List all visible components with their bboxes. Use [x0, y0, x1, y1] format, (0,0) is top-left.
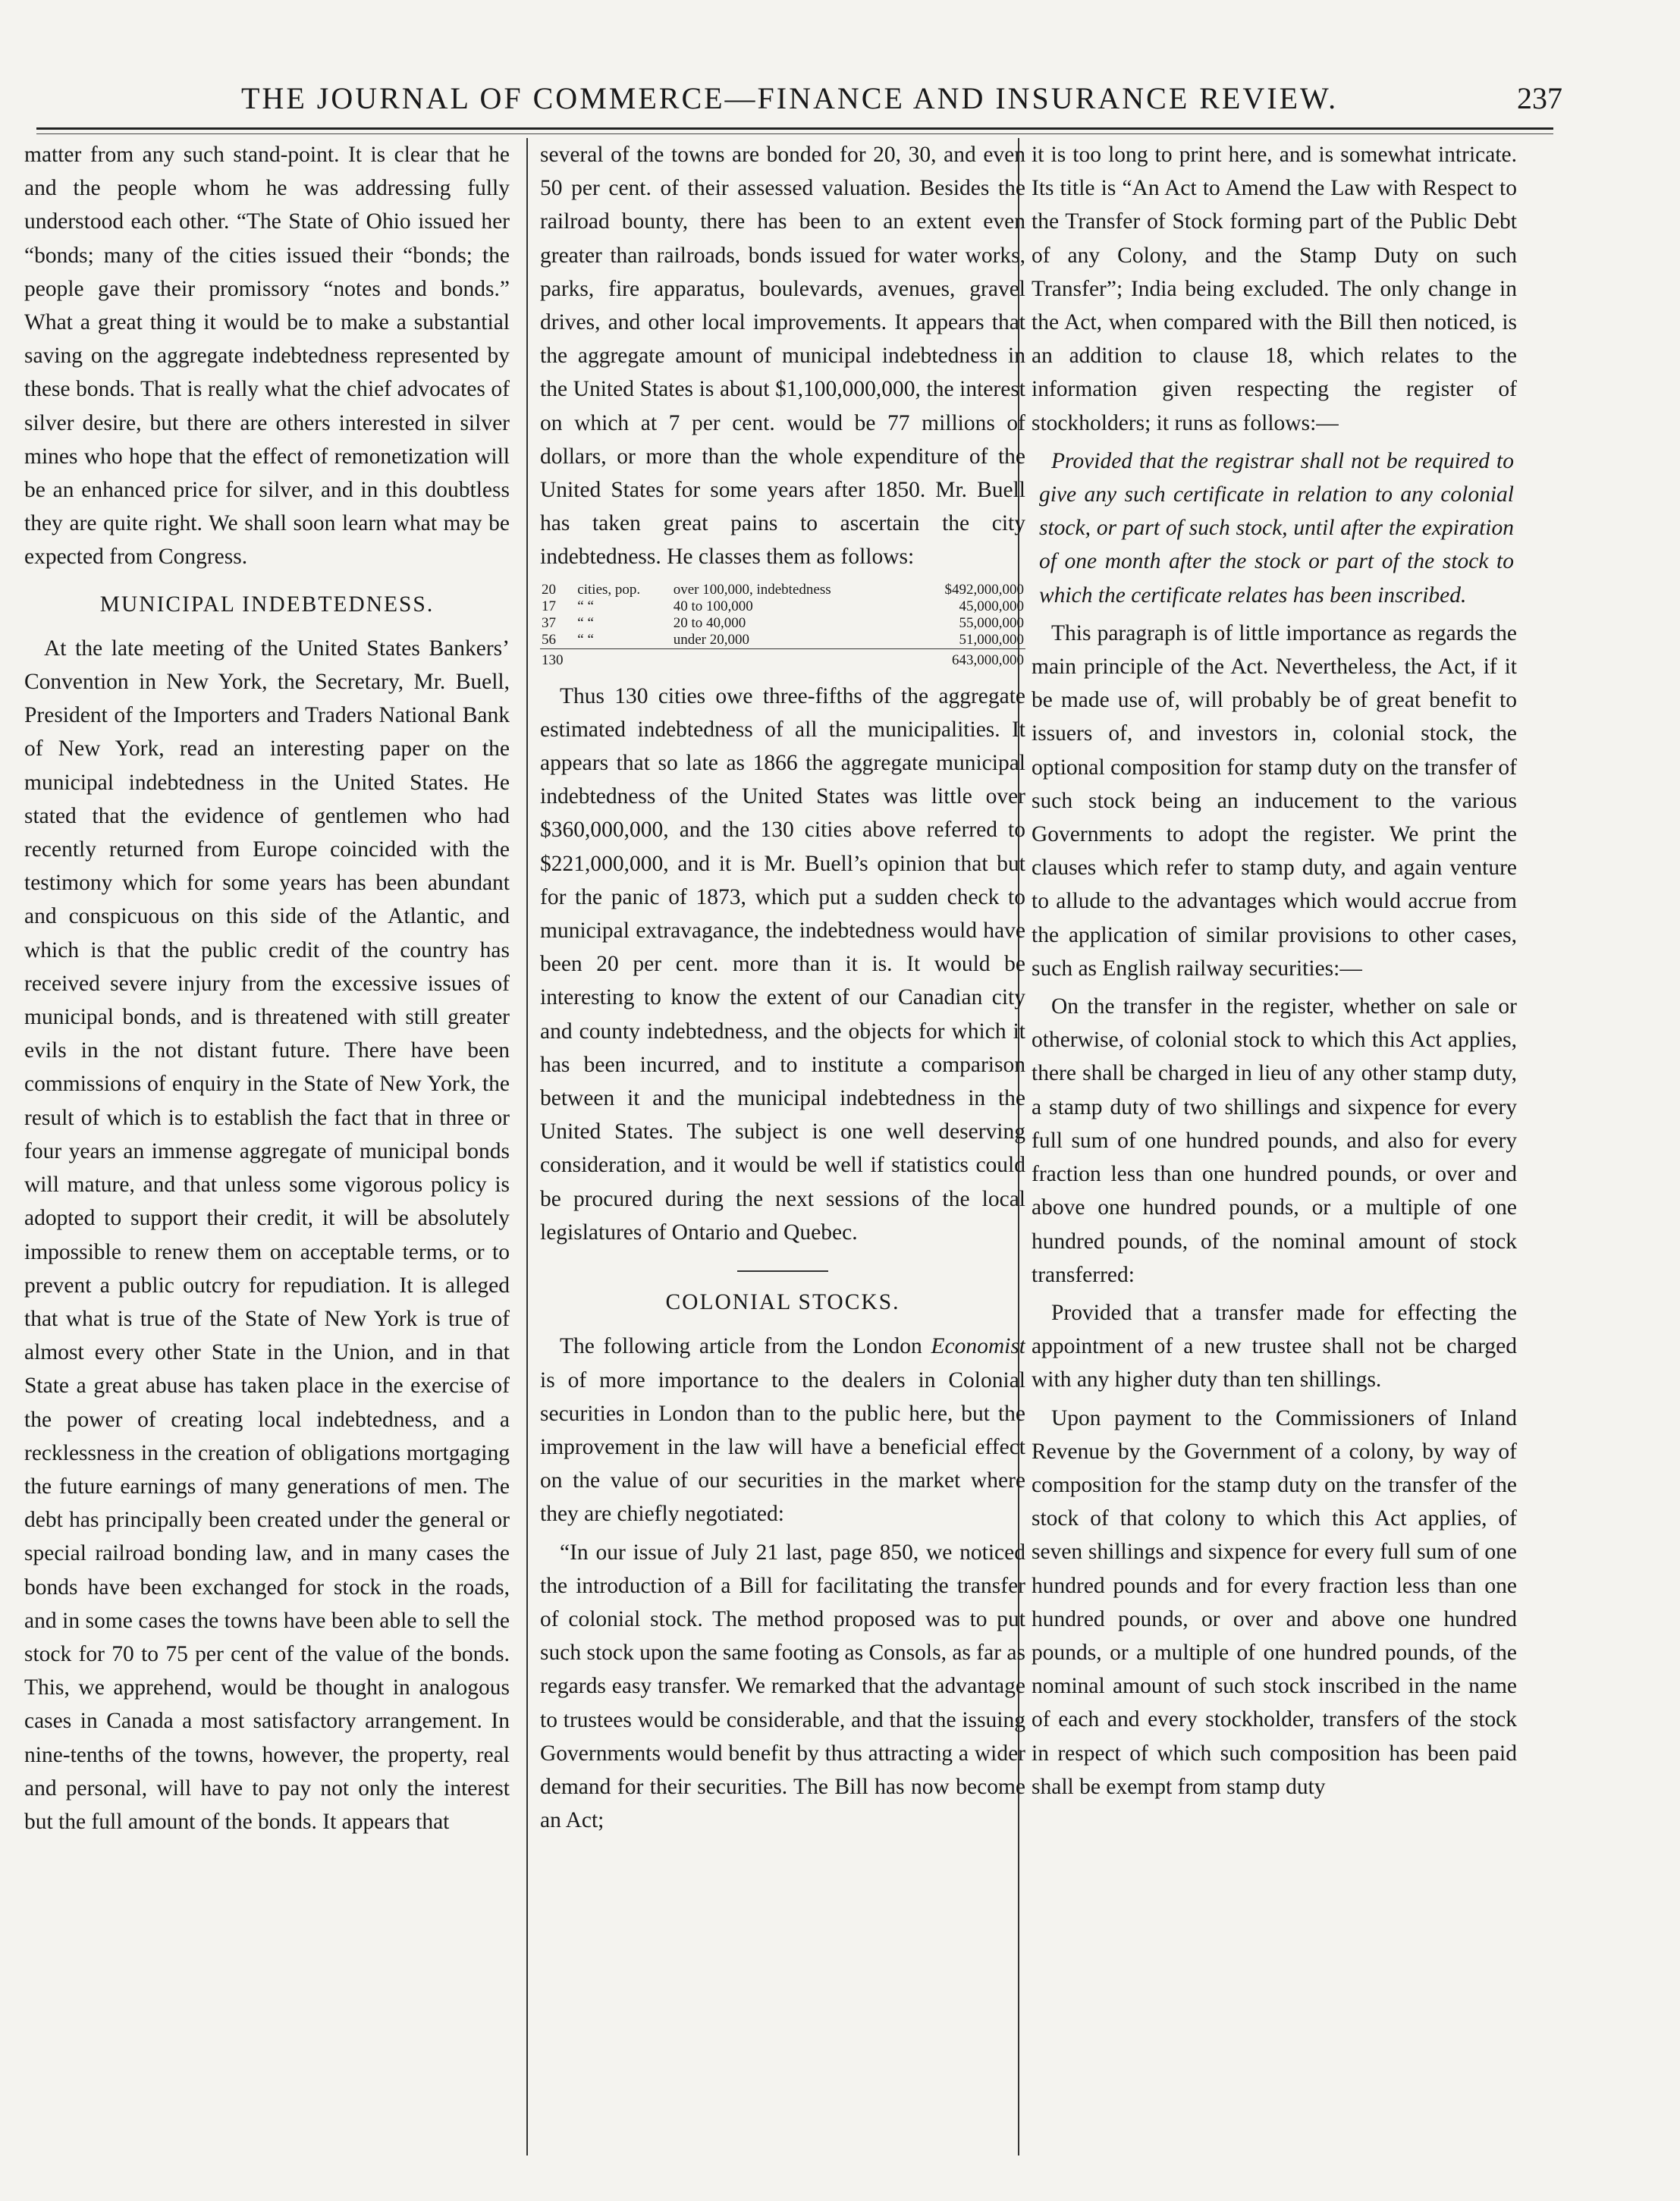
table-cell: 20 to 40,000: [673, 614, 746, 631]
table-row: [540, 615, 1025, 632]
table-cell: [672, 648, 906, 669]
paragraph: Thus 130 cities owe three-fifths of the aggregate estimated indebtedness of all the municipalities. It appears that so late as 1866 the aggregate municipal indebtedness of the United States was little over $360,000,000, and the 130 cities above referred to $221,000,000, and it is Mr. Buell’s opinion that but for the panic of 1873, which put a sudden check to municipal extravagance, the indebtedness would have been 20 per cent. more than it is. It would be interesting to know the extent of our Canadian city and county indebtedness, and the objects for which it has been incurred, and to institute a comparison between it and the municipal indebtedness in the United States. The subject is one well deserving consideration, and it would be well if statistics could be procured during the next sessions of the local legislatures of Ontario and Quebec.: [540, 683, 1025, 1245]
section-heading-municipal-indebtedness: MUNICIPAL INDEBTEDNESS.: [99, 592, 435, 617]
paragraph-text: is of more importance to the dealers in Colonial securities in London than to the public here, but the improvement in the law will have a beneficial effect on the value of our securities in the market where they are chiefly negotiated:: [540, 1367, 1025, 1527]
table-cell: “ “: [577, 631, 594, 648]
column-3: [1032, 138, 1517, 2155]
paragraph: This paragraph is of little importance as regards the main principle of the Act. Nevertheless, the Act, if it be made use of, will probably be of great benefit to issuers of, and investors in, colonial stock, the optional composition for stamp duty on the transfer of such stock being an inducement to the various Governments to adopt the register. We print the clauses which refer to stamp duty, and again venture to allude to the advantages which would accrue from the application of similar provisions to other cases, such as English railway securities:—: [1032, 620, 1517, 981]
table-cell: $492,000,000: [944, 581, 1024, 598]
table-cell: 20: [542, 581, 556, 598]
paragraph: matter from any such stand-point. It is clear that he and the people whom he was addressing fully understood each other. “The State of Ohio issued her “bonds; many of the cities issued their “bonds; the people gave their promissory “notes and bonds.” What a great thing it would be to make a substantial saving on the aggregate indebtedness represented by these bonds. That is really what the chief advocates of silver desire, but there are others interested in silver mines who hope that the effect of remonetization will be an enhanced price for silver, and in this doubtless they are quite right. We shall soon learn what may be expected from Congress.: [24, 143, 510, 570]
table-cell: 56: [542, 631, 556, 648]
paragraph: Provided that a transfer made for effecting the appointment of a new trustee shall not be charged with any higher duty than ten shillings.: [1032, 1300, 1517, 1393]
table-row: [540, 598, 1025, 615]
table-cell: “ “: [577, 614, 594, 631]
table-total-row: [540, 648, 1025, 669]
page-header: [36, 74, 1562, 120]
paragraph-text: The following article from the London: [560, 1334, 922, 1359]
table-cell: 55,000,000: [959, 614, 1024, 631]
table-cell: 37: [542, 614, 556, 631]
table-cell: “ “: [577, 598, 594, 614]
paragraph: it is too long to print here, and is somewhat intricate. Its title is “An Act to Amend the Law with Respect to the Transfer of Stock forming part of the Public Debt of any Colony, and the Stamp Duty on such Transfer”; India being excluded. The only change in the Act, when compared with the Bill then noticed, is an addition to clause 18, which relates to the information given respecting the register of stockholders; it runs as follows:—: [1032, 143, 1517, 435]
table-cell: [576, 648, 671, 669]
publication-name: Economist: [931, 1334, 1025, 1359]
column-2: [540, 138, 1025, 2155]
table-cell: over 100,000, indebtedness: [673, 581, 831, 598]
table-row: [540, 582, 1025, 598]
paragraph: “In our issue of July 21 last, page 850, we noticed the introduction of a Bill for facilitating the transfer of colonial stock. The method proposed was to put such stock upon the same footing as Consols, as far as regards easy transfer. We remarked that the advantage to trustees would be considerable, and that the issuing Governments would benefit by thus attracting a wider demand for their securities. The Bill has now become an Act;: [540, 1540, 1025, 1833]
table-cell: 17: [542, 598, 556, 614]
paragraph: [540, 1330, 1025, 1531]
table-cell: 45,000,000: [959, 598, 1024, 614]
paragraph: Upon payment to the Commissioners of Inland Revenue by the Government of a colony, by way of composition for the stamp duty on the transfer of the stock of that colony to which this Act applies, of seven shillings and sixpence for every full sum of one hundred pounds and for every fraction less than one hundred pounds, or over and above one hundred pounds, or a multiple of one hundred pounds, of the nominal amount of such stock inscribed in the name of each and every stockholder, transfers of the stock in respect of which such composition has been paid shall be exempt from stamp duty: [1032, 1405, 1517, 1799]
column-divider-1: [526, 138, 528, 2155]
paragraph: several of the towns are bonded for 20, 30, and even 50 per cent. of their assessed valuation. Besides the railroad bounty, there has been to an extent even greater than railroads, bonds issued for water works, parks, fire apparatus, boulevards, avenues, gravel drives, and other local improvements. It appears that the aggregate amount of municipal indebtedness in the United States is about $1,100,000,000, the interest on which at 7 per cent. would be 77 millions of dollars, or more than the whole expenditure of the United States for some years after 1850. Mr. Buell has taken great pains to ascertain the city indebtedness. He classes them as follows:: [540, 143, 1025, 570]
paragraph: On the transfer in the register, whether on sale or otherwise, of colonial stock to which this Act applies, there shall be charged in lieu of any other stamp duty, a stamp duty of two shillings and sixpence for every full sum of one hundred pounds, and also for every fraction less than one hundred pounds, or over and above one hundred pounds, or a multiple of one hundred pounds, of the nominal amount of stock transferred:: [1032, 994, 1517, 1287]
section-divider: [737, 1270, 828, 1272]
table-cell: cities, pop.: [577, 581, 641, 598]
table-cell: 51,000,000: [959, 631, 1024, 648]
page-number: 237: [1517, 81, 1562, 115]
paragraph: At the late meeting of the United States Bankers’ Convention in New York, the Secretary, Mr. Buell, President of the Importers and Traders National Bank of New York, read an interesting paper on the municipal indebtedness in the United States. He stated that the evidence of gentlemen who had recently returned from Europe coincided with the testimony which for some years has been abundant and conspicuous on this side of the Atlantic, and which is that the public credit of the country has received severe injury from the excessive issues of municipal bonds, and is threatened with still greater evils in the not distant future. There have been commissions of enquiry in the State of New York, the result of which is to establish the fact that in three or four years an immense aggregate of municipal bonds will mature, and that unless some vigorous policy is adopted to support their credit, it will be absolutely impossible to renew them on acceptable terms, or to prevent a public outcry for repudiation. It is alleged that what is true of the State of New York is true of almost every other State in the Union, and in that State a great abuse has taken place in the exercise of the power of creating local indebtedness, and a recklessness in the creation of obligations mortgaging the future earnings of many generations of men. The debt has principally been created under the general or special railroad bonding law, and in many cases the bonds have been exchanged for stock in the roads, and in some cases the towns have been able to sell the stock for 70 to 75 per cent of the value of the bonds. This, we apprehend, would be thought in analogous cases in Canada a most satisfactory arrangement. In nine-tenths of the towns, however, the property, real and personal, will have to pay not only the interest but the full amount of the bonds. It appears that: [24, 636, 510, 1834]
quoted-clause: Provided that the registrar shall not be required to give any such certificate in relation to any colonial stock, or part of such stock, until after the expiration of one month after the stock or part of the stock to which the certificate relates has been inscribed.: [1039, 448, 1514, 608]
table-cell: 643,000,000: [906, 648, 1025, 669]
header-rule: [36, 127, 1553, 130]
table-cell: 130: [540, 648, 576, 669]
city-indebtedness-table: [540, 582, 1025, 669]
column-1: [24, 138, 510, 2155]
header-rule-thin: [36, 133, 1553, 134]
table-row: [540, 632, 1025, 649]
table-cell: 40 to 100,000: [673, 598, 753, 614]
section-heading-colonial-stocks: COLONIAL STOCKS.: [665, 1290, 900, 1315]
journal-title: THE JOURNAL OF COMMERCE—FINANCE AND INSURANCE REVIEW.: [241, 81, 1339, 115]
table-cell: under 20,000: [673, 631, 749, 648]
